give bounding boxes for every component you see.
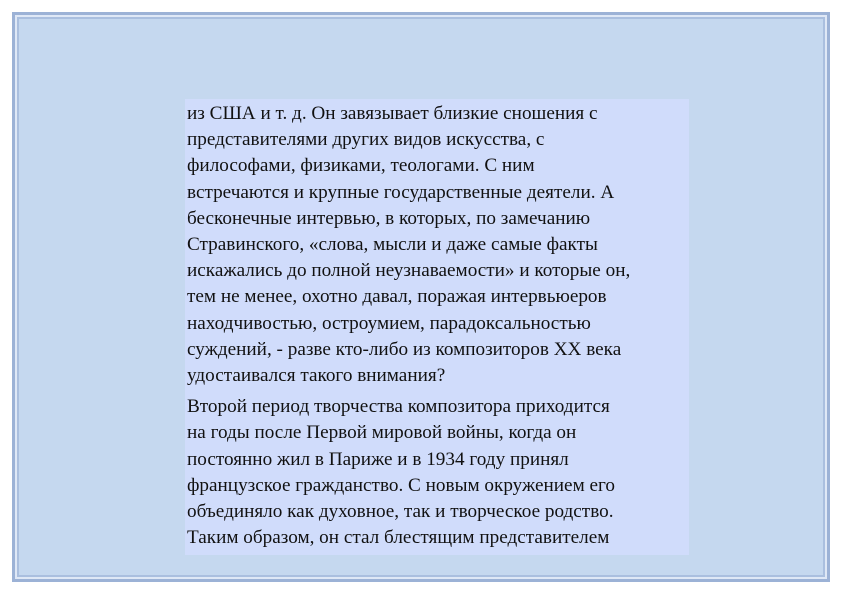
- text-line: представителями других видов искусства, с: [187, 129, 545, 151]
- text-line: философами, физиками, теологами. С ним: [187, 155, 535, 177]
- text-line: встречаются и крупные государственные деятели. А: [187, 181, 615, 203]
- paragraph-2: [187, 394, 689, 551]
- text-line: суждений, - разве кто-либо из композиторов XX века: [187, 338, 622, 360]
- text-line: объединяло как духовное, так и творческое родство.: [187, 501, 614, 523]
- text-line: бесконечные интервью, в которых, по замечанию: [187, 207, 591, 229]
- text-line: из США и т. д. Он завязывает близкие сношения с: [187, 103, 598, 124]
- text-line: тем не менее, охотно давал, поражая интервьюеров: [187, 286, 607, 308]
- text-line: находчивостью, остроумием, парадоксальностью: [187, 312, 591, 334]
- text-line: на годы после Первой мировой войны, когда он: [187, 422, 577, 444]
- text-line: постоянно жил в Париже и в 1934 году принял: [187, 448, 569, 470]
- paragraph-1: [187, 101, 689, 389]
- text-line: французское гражданство. С новым окружением его: [187, 474, 616, 496]
- slide-frame: [12, 12, 830, 582]
- text-box: [185, 99, 689, 555]
- text-line: Таким образом, он стал блестящим представителем: [187, 527, 610, 549]
- text-line: Стравинского, «слова, мысли и даже самые факты: [187, 234, 598, 256]
- text-line: Второй период творчества композитора приходится: [187, 396, 610, 418]
- text-line: удостаивался такого внимания?: [187, 365, 446, 387]
- text-line: искажались до полной неузнаваемости» и которые он,: [187, 260, 631, 282]
